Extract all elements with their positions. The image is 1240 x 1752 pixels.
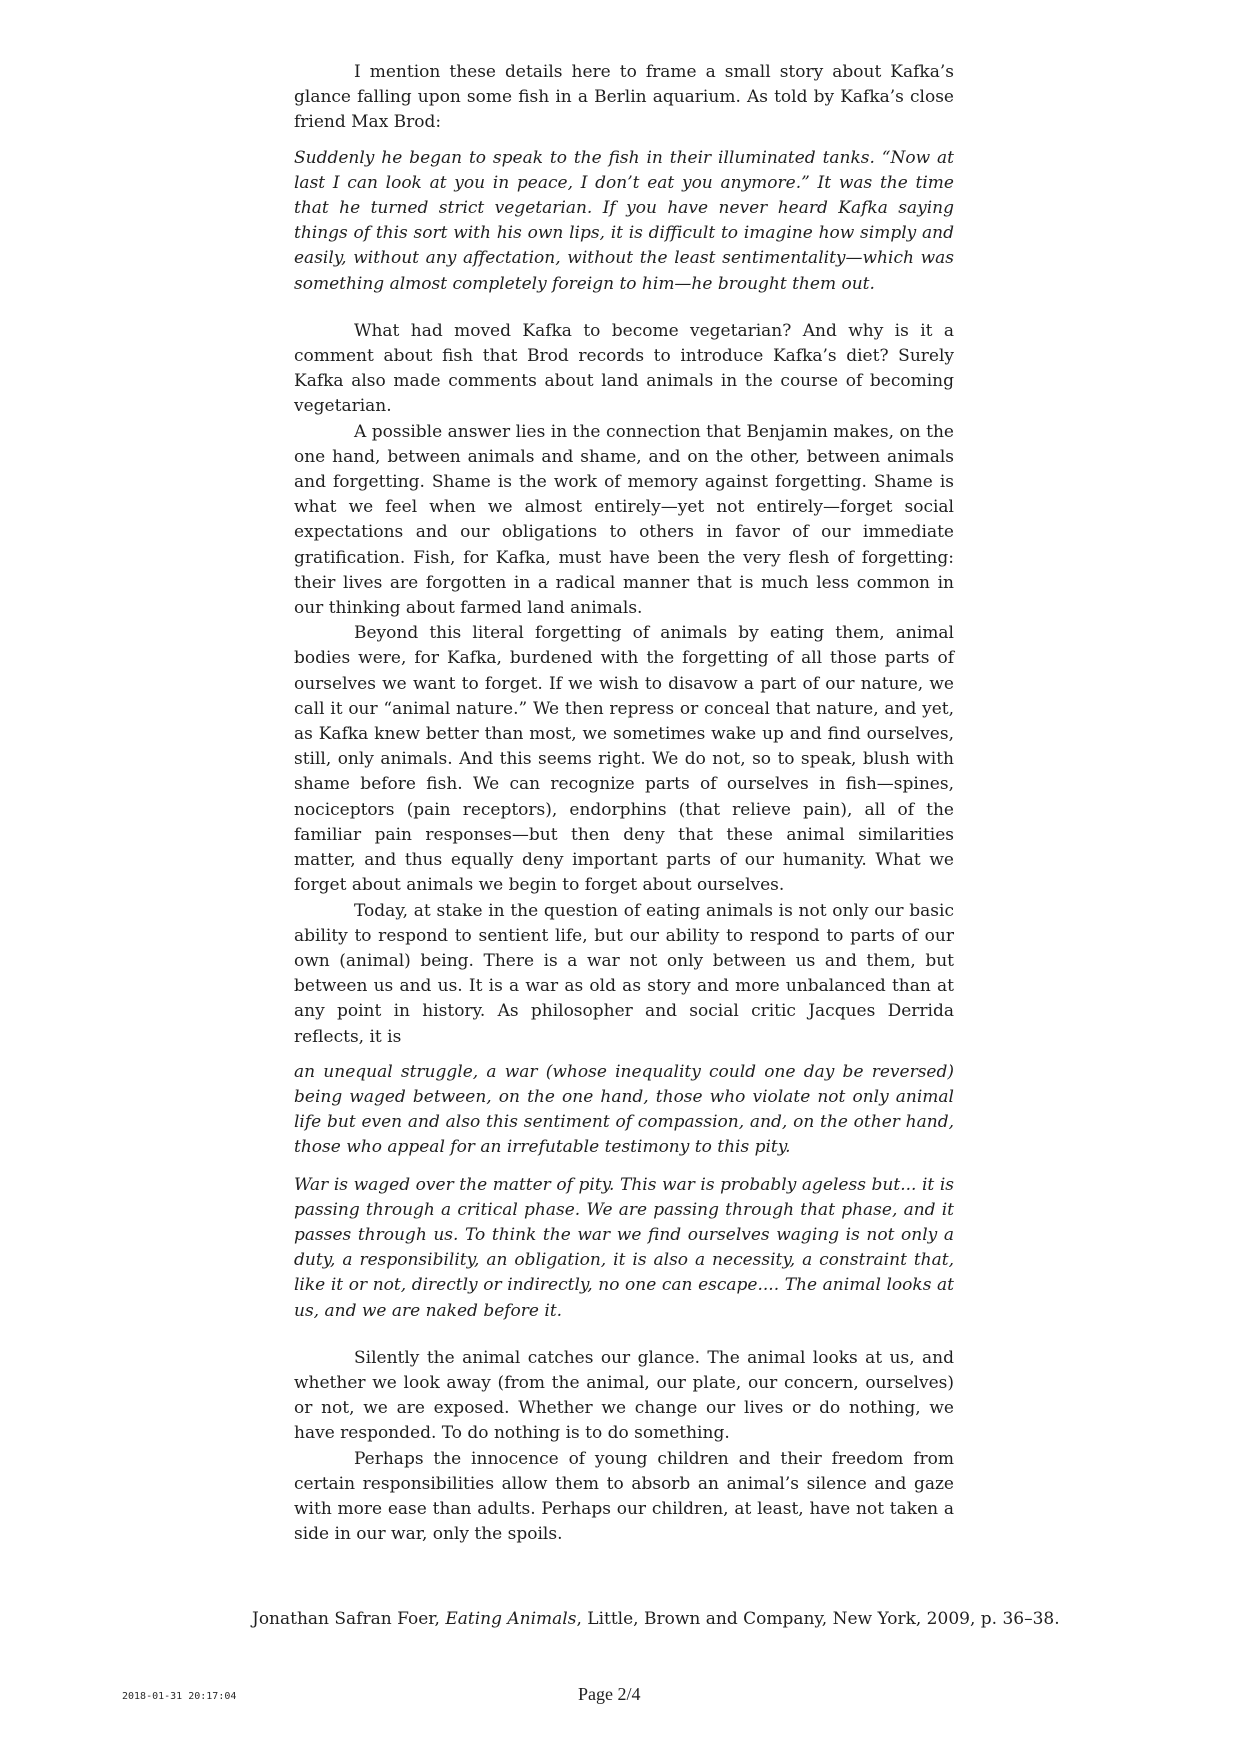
blockquote-derrida-2: War is waged over the matter of pity. This war is probably ageless but... it is passing through a critical phase. We are passing through that phase, and it passes through us. To think the war we find ourselves waging is not only a duty, a responsibility, an obligation, it is also a necessity, a constraint that, like it or not, directly or indirectly, no one can escape.... The animal looks at us, and we are naked before it. <box>294 1174 954 1321</box>
paragraph-vegetarian-question: What had moved Kafka to become vegetarian? And why is it a comment about fish that Brod records to introduce Kafka’s diet? Surely Kafka also made comments about land animals in the course of becoming vegetarian. <box>294 320 954 417</box>
body-text <box>294 60 954 1547</box>
citation-author: Jonathan Safran Foer, <box>252 1609 446 1629</box>
footer-timestamp: 2018-01-31 20:17:04 <box>122 1691 237 1702</box>
paragraph-war: Today, at stake in the question of eating animals is not only our basic ability to respond to sentient life, but our ability to respond to parts of our own (animal) being. There is a war not only between us and them, but between us and us. It is a war as old as story and more unbalanced than at any point in history. As philosopher and social critic Jacques Derrida reflects, it is <box>294 900 954 1047</box>
paragraph-children: Perhaps the innocence of young children and their freedom from certain responsibilities allow them to absorb an animal’s silence and gaze with more ease than adults. Perhaps our children, at least, have not taken a side in our war, only the spoils. <box>294 1448 954 1545</box>
paragraph-glance: Silently the animal catches our glance. The animal looks at us, and whether we look away (from the animal, our plate, our concern, ourselves) or not, we are exposed. Whether we change our lives or do nothing, we have responded. To do nothing is to do something. <box>294 1347 954 1444</box>
citation-publisher: , Little, Brown and Company, New York, 2009, p. 36–38. <box>576 1609 1060 1629</box>
page-number: Page 2/4 <box>578 1684 641 1704</box>
citation-title: Eating Animals <box>445 1609 577 1629</box>
blockquote-brod: Suddenly he began to speak to the fish in their illuminated tanks. “Now at last I can look at you in peace, I don’t eat you anymore.” It was the time that he turned strict vegetarian. If you have never heard Kafka saying things of this sort with his own lips, it is difficult to imagine how simply and easily, without any affectation, without the least sentimentality—which was something almost completely foreign to him—he brought them out. <box>294 147 954 294</box>
blockquote-derrida-1: an unequal struggle, a war (whose inequality could one day be reversed) being waged between, on the one hand, those who violate not only animal life but even and also this sentiment of compassion, and, on the other hand, those who appeal for an irrefutable testimony to this pity. <box>294 1061 954 1158</box>
paragraph-animal-nature: Beyond this literal forgetting of animals by eating them, animal bodies were, for Kafka, burdened with the forgetting of all those parts of ourselves we want to forget. If we wish to disavow a part of our nature, we call it our “animal nature.” We then repress or conceal that nature, and yet, as Kafka knew better than most, we sometimes wake up and find ourselves, still, only animals. And this seems right. We do not, so to speak, blush with shame before fish. We can recognize parts of ourselves in fish—spines, nociceptors (pain receptors), endorphins (that relieve pain), all of the familiar pain responses—but then deny that these animal similarities matter, and thus equally deny important parts of our humanity. What we forget about animals we begin to forget about ourselves. <box>294 623 954 896</box>
paragraph-intro: I mention these details here to frame a small story about Kafka’s glance falling upon some fish in a Berlin aquarium. As told by Kafka’s close friend Max Brod: <box>294 62 954 133</box>
source-citation <box>252 1607 1132 1631</box>
paragraph-shame-forgetting: A possible answer lies in the connection that Benjamin makes, on the one hand, between animals and shame, and on the other, between animals and forgetting. Shame is the work of memory against forgetting. Shame is what we feel when we almost entirely—yet not entirely—forget social expectations and our obligations to others in favor of our immediate gratification. Fish, for Kafka, must have been the very flesh of forgetting: their lives are forgotten in a radical manner that is much less common in our thinking about farmed land animals. <box>294 421 954 619</box>
